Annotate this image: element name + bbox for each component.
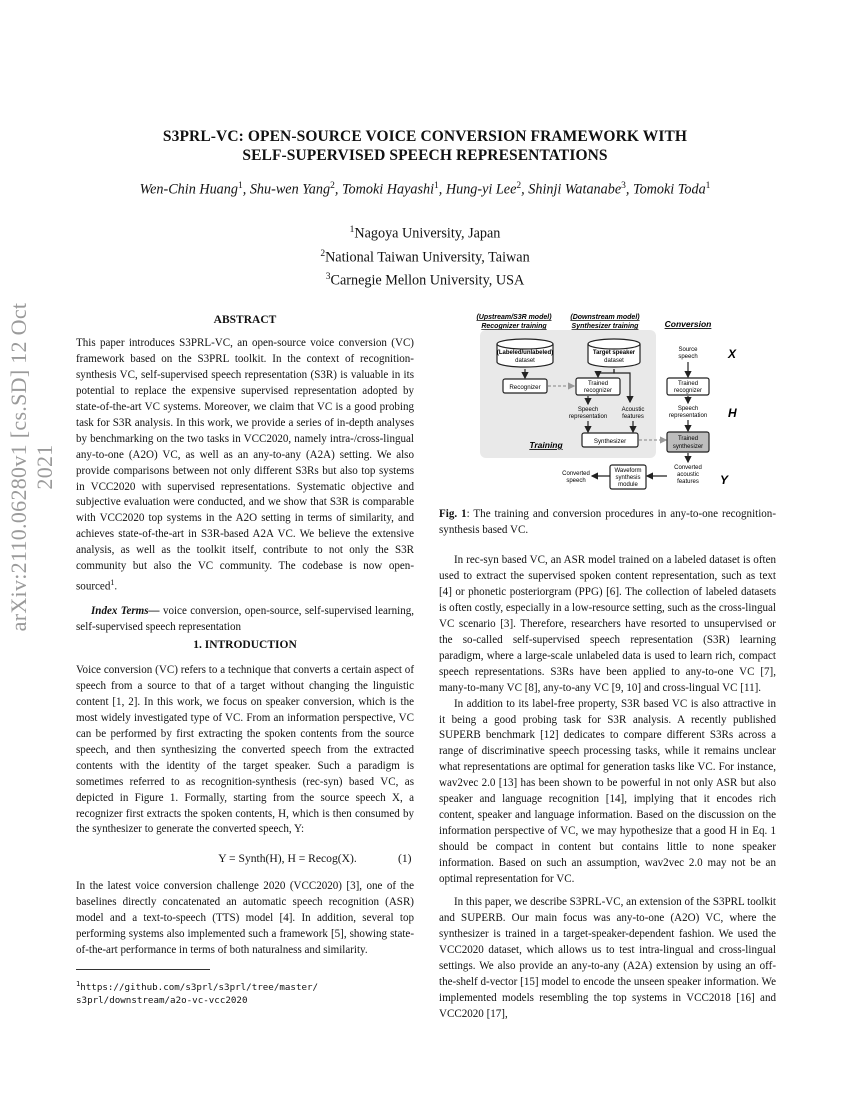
introduction-section bbox=[76, 638, 414, 838]
author-affiliation-mark: 3 bbox=[621, 181, 626, 191]
svg-text:Recognizer: Recognizer bbox=[509, 384, 541, 391]
col3-title: Conversion bbox=[664, 319, 712, 329]
svg-text:recognizer: recognizer bbox=[583, 388, 613, 394]
index-terms-label: Index Terms— bbox=[91, 604, 160, 617]
right-paragraph-2: In addition to its label-free property, S3R based VC is also attractive in it being a good probing task for S3R analysis. A recently published SUPERB benchmark [12] dedicates to compare different S3Rs across a range of discriminative speech processing tasks, while it remains unclear what representations are optimal for generation tasks like VC. For instance, wav2vec 2.0 [13] has been shown to be powerful in not only ASR but also speaker and language recognition [14], implying that it encodes rich content, speaker and language information. Based on the discussion on the information perspective of VC, we may hypothesize that a good H in Eq. 1 should be compact in content but contains little to none speaker information. Based on such an assumption, wav2vec 2.0 may not be an optimal representation for VC. bbox=[439, 697, 776, 886]
footnote-link-line-1[interactable]: https://github.com/s3prl/s3prl/tree/master/ bbox=[80, 982, 319, 994]
affiliation: $^2$National Taiwan University, Taiwan bbox=[320, 248, 530, 266]
author: Shinji Watanabe bbox=[528, 181, 622, 198]
col2-title-1: (Downstream model) bbox=[570, 314, 640, 321]
figure-1-diagram bbox=[470, 310, 775, 500]
svg-text:synthesizer: synthesizer bbox=[672, 444, 704, 450]
training-label: Training bbox=[529, 440, 563, 450]
author-affiliation-mark: 1 bbox=[434, 181, 439, 191]
svg-text:Speech: Speech bbox=[577, 407, 599, 413]
svg-text:speech: speech bbox=[678, 354, 698, 360]
author-affiliation-mark: 1 bbox=[705, 181, 711, 191]
equation-1: Y = Synth(H), H = Recog(X). bbox=[218, 852, 357, 865]
intro-paragraph-2: In the latest voice conversion challenge 2020 (VCC2020) [3], one of the baselines directly concatenated an automatic speech recognition (ASR) model and a text-to-speech (TTS) model [4]. In addition, several top performing systems also implemented such a framework [5], showing state-of-the-art performance in terms of both naturalness and similarity. bbox=[76, 880, 414, 956]
figure-1-caption: Fig. 1: The training and conversion procedures in any-to-one recognition-synthesis based VC. bbox=[439, 508, 776, 536]
svg-text:acoustic: acoustic bbox=[676, 472, 700, 478]
svg-text:dataset: dataset bbox=[604, 358, 624, 364]
author: Shu-wen Yang bbox=[249, 181, 331, 198]
footnote-rule bbox=[76, 969, 210, 970]
svg-text:representation: representation bbox=[568, 414, 608, 420]
affiliation: $^3$Carnegie Mellon University, USA bbox=[325, 272, 525, 290]
svg-text:speech: speech bbox=[566, 478, 586, 484]
figure-caption-label: Fig. 1 bbox=[439, 508, 467, 520]
label-y: Y bbox=[720, 473, 729, 487]
affiliations bbox=[200, 220, 650, 291]
svg-text:synthesis: synthesis bbox=[615, 475, 641, 481]
right-paragraph-1: In rec-syn based VC, an ASR model trained on a labeled dataset is often used to extract the supervised spoken content representation, such as text [4] or phonetic posteriorgram (PPG) [6]. The collection of labeled datasets is often costly, especially in a low-resource setting, such as the cross-lingual VC scenario [3]. Therefore, researchers have resorted to unsupervised or the so-called self-supervised speech representation (S3R) learning paradigm, where a large-scale unlabeled data is used to learn rich, compact speech representations. S3Rs have been applied to any-to-one VC [7], many-to-many VC [8], any-to-any VC [9, 10] and cross-lingual VC [11]. bbox=[439, 554, 776, 694]
arxiv-side-label: arXiv:2110.06280v1 [cs.SD] 12 Oct 2021 bbox=[6, 302, 57, 632]
svg-text:dataset: dataset bbox=[515, 358, 535, 364]
col2-title-2: Synthesizer training bbox=[571, 323, 639, 330]
col1-title-1: (Upstream/S3R model) bbox=[476, 314, 552, 321]
svg-text:Converted: Converted bbox=[562, 471, 590, 477]
svg-text:Target speaker: Target speaker bbox=[592, 350, 636, 356]
svg-text:Source: Source bbox=[678, 347, 698, 353]
svg-text:Converted: Converted bbox=[674, 465, 702, 471]
author-affiliation-mark: 1 bbox=[237, 181, 243, 191]
right-column-text bbox=[439, 553, 776, 1023]
svg-text:Trained: Trained bbox=[677, 436, 699, 442]
equation-number: (1) bbox=[398, 852, 412, 865]
svg-text:Synthesizer: Synthesizer bbox=[593, 438, 627, 445]
author: Hung-yi Lee bbox=[445, 181, 517, 198]
title-line-2: SELF-SUPERVISED SPEECH REPRESENTATIONS bbox=[242, 147, 608, 164]
author-list: Wen-Chin Huang$^1$, Shu-wen Yang$^2$, Tomoki Hayashi$^1$, Hung-yi Lee$^2$, Shinji Watanabe$^3$, Tomoki Toda$^1$ bbox=[139, 181, 711, 198]
svg-text:Acoustic: Acoustic bbox=[621, 407, 645, 413]
svg-text:Trained: Trained bbox=[677, 381, 699, 387]
svg-text:features: features bbox=[622, 414, 644, 420]
author-affiliation-mark: 2 bbox=[330, 181, 335, 191]
svg-text:recognizer: recognizer bbox=[673, 388, 703, 394]
author-affiliation-mark: 2 bbox=[516, 181, 522, 191]
introduction-heading: 1. INTRODUCTION bbox=[193, 639, 297, 651]
svg-text:features: features bbox=[677, 479, 699, 485]
right-paragraph-3: In this paper, we describe S3PRL-VC, an extension of the S3PRL toolkit and SUPERB. Our main focus was any-to-one (A2O) VC, where the synthesizer is trained in a target-speaker-dependent fashion. We used the VCC2020 dataset, which allows us to test intra-lingual and cross-lingual settings. We also provide an any-to-any (A2A) extension by using an off-the-shelf d-vector [15] model to encode the unseen speaker information. We implemented models resembling the top systems in VCC2018 [16] and VCC2020 [17], bbox=[439, 896, 776, 1020]
abstract-heading: ABSTRACT bbox=[213, 314, 277, 326]
footnote-link-line-2[interactable]: s3prl/downstream/a2o-vc-vcc2020 bbox=[76, 995, 248, 1007]
label-x: X bbox=[728, 347, 737, 361]
col1-title-2: Recognizer training bbox=[481, 323, 547, 330]
author: Tomoki Toda bbox=[632, 181, 706, 198]
footnote: $^1$https://github.com/s3prl/s3prl/tree/master/ s3prl/downstream/a2o-vc-vcc2020 bbox=[76, 978, 416, 1007]
label-h: H bbox=[728, 406, 737, 420]
author: Wen-Chin Huang bbox=[139, 181, 238, 198]
paper-title bbox=[80, 127, 770, 165]
svg-text:Waveform: Waveform bbox=[614, 468, 642, 474]
svg-text:module: module bbox=[618, 482, 638, 488]
svg-text:representation: representation bbox=[668, 413, 708, 419]
abstract-text: This paper introduces S3PRL-VC, an open-source voice conversion (VC) framework based on the S3PRL toolkit. In the context of recognition-synthesis VC, self-supervised speech representation (S3R) is valuable in its potential to replace the expensive supervised representation adopted by state-of-the-art VC systems. Moreover, we claim that VC is a good probing task for S3R analysis. In this work, we provide a series of in-depth analyses by benchmarking on the two tasks in VCC2020, namely intra-/cross-lingual any-to-one (A2O) VC, as well as an any-to-any (A2A) setting. We also provide comparisons between not only different S3Rs but also top systems in VCC2020 with supervised representations. Systematic objective and subjective evaluation were conducted, and we show that S3R is comparable with VCC2020 top systems in the A2O setting in terms of similarity, and achieves state-of-the-art in S3R-based A2A VC. We believe the extensive analysis, as well as the toolkit itself, contribute to not only the S3R community but also the VC community. The codebase is now open-sourced$^1$. bbox=[76, 336, 414, 593]
intro-paragraph-1: Voice conversion (VC) refers to a technique that converts a certain aspect of speech from a source to that of a target without changing the linguistic content [1, 2]. In this work, we focus on speaker conversion, which is the most widely investigated type of VC. From an information perspective, VC can be performed by first extracting the spoken contents from the source speech, and then synthesizing the converted speech from the extracted contents with the identity of the target speaker. Such a paradigm is sometimes referred to as recognition-synthesis (rec-syn) based VC, as depicted in Figure 1. Formally, starting from the source speech X, a recognizer first extracts the spoken contents, H, which is then consumed by the synthesizer to generate the converted speech, Y: bbox=[76, 663, 414, 836]
footnote-mark: 1 bbox=[110, 578, 115, 588]
svg-text:Speech: Speech bbox=[677, 406, 699, 412]
affiliation: $^1$Nagoya University, Japan bbox=[349, 225, 501, 242]
title-line-1: S3PRL-VC: OPEN-SOURCE VOICE CONVERSION FRAMEWORK WITH bbox=[162, 128, 688, 145]
intro-paragraph-2-block bbox=[76, 879, 414, 959]
svg-text:(Labeled/unlabeled): (Labeled/unlabeled) bbox=[496, 350, 554, 356]
abstract-section bbox=[76, 313, 414, 636]
index-terms: Index Terms— voice conversion, open-source, self-supervised learning, self-supervised speech representation bbox=[76, 604, 414, 633]
svg-text:Trained: Trained bbox=[587, 381, 609, 387]
author: Tomoki Hayashi bbox=[341, 181, 435, 198]
